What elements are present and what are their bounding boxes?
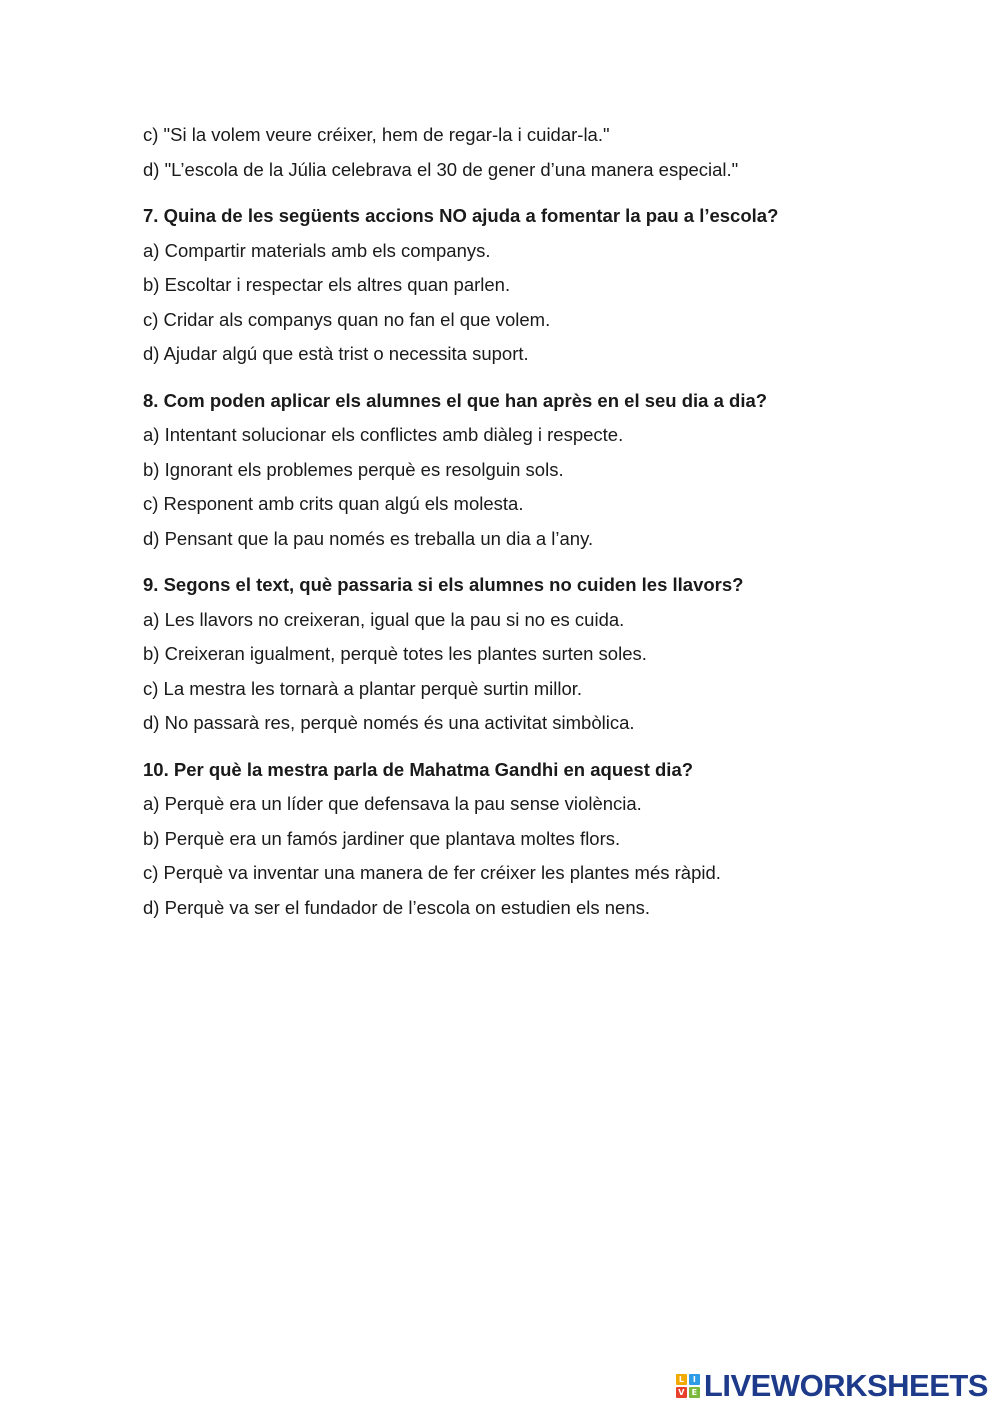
question-title: 8. Com poden aplicar els alumnes el que han après en el seu dia a dia?	[143, 389, 768, 411]
logo-tile-v: V	[676, 1387, 687, 1398]
question-title: 9. Segons el text, què passaria si els alumnes no cuiden les llavors?	[143, 574, 744, 595]
option[interactable]: c) Responent amb crits quan algú els molesta.	[143, 493, 524, 514]
option[interactable]: a) Perquè era un líder que defensava la pau sense violència.	[143, 793, 642, 814]
logo-tile-l: L	[676, 1374, 687, 1385]
worksheet-page	[143, 118, 943, 925]
carryover-options	[143, 118, 943, 187]
question-title: 7. Quina de les següents accions NO ajuda a fomentar la pau a l’escola?	[143, 205, 779, 226]
option[interactable]: d) Pensant que la pau només es treballa un dia a l’any.	[143, 527, 594, 549]
logo-tile-i: I	[689, 1374, 700, 1385]
option[interactable]: c) Cridar als companys quan no fan el que volem.	[143, 308, 551, 330]
option[interactable]: a) Compartir materials amb els companys.	[143, 239, 491, 261]
option[interactable]: b) Perquè era un famós jardiner que plantava moltes flors.	[143, 827, 621, 849]
option[interactable]: c) "Si la volem veure créixer, hem de regar-la i cuidar-la."	[143, 124, 610, 145]
liveworksheets-logo-icon	[676, 1374, 700, 1398]
option[interactable]: b) Escoltar i respectar els altres quan parlen.	[143, 274, 511, 295]
question-block-9	[143, 568, 943, 741]
option[interactable]: c) Perquè va inventar una manera de fer créixer les plantes més ràpid.	[143, 862, 721, 883]
logo-tile-e: E	[689, 1387, 700, 1398]
option[interactable]: d) Ajudar algú que està trist o necessita suport.	[143, 343, 529, 364]
option[interactable]: d) Perquè va ser el fundador de l’escola on estudien els nens.	[143, 896, 651, 918]
question-block-8	[143, 384, 943, 557]
question-block-7	[143, 199, 943, 372]
question-title: 10. Per què la mestra parla de Mahatma Gandhi en aquest dia?	[143, 758, 694, 780]
logo-text: LIVEWORKSHEETS	[703, 1368, 988, 1403]
option[interactable]: c) La mestra les tornarà a plantar perquè surtin millor.	[143, 677, 583, 699]
option[interactable]: d) "L’escola de la Júlia celebrava el 30 de gener d’una manera especial."	[143, 158, 739, 180]
option[interactable]: b) Ignorant els problemes perquè es resolguin sols.	[143, 458, 564, 480]
option[interactable]: d) No passarà res, perquè només és una activitat simbòlica.	[143, 712, 635, 733]
option[interactable]: a) Intentant solucionar els conflictes amb diàleg i respecte.	[143, 424, 624, 445]
question-block-10	[143, 753, 943, 926]
liveworksheets-logo[interactable]	[676, 1370, 988, 1402]
option[interactable]: a) Les llavors no creixeran, igual que la pau si no es cuida.	[143, 608, 625, 630]
option[interactable]: b) Creixeran igualment, perquè totes les plantes surten soles.	[143, 643, 647, 664]
